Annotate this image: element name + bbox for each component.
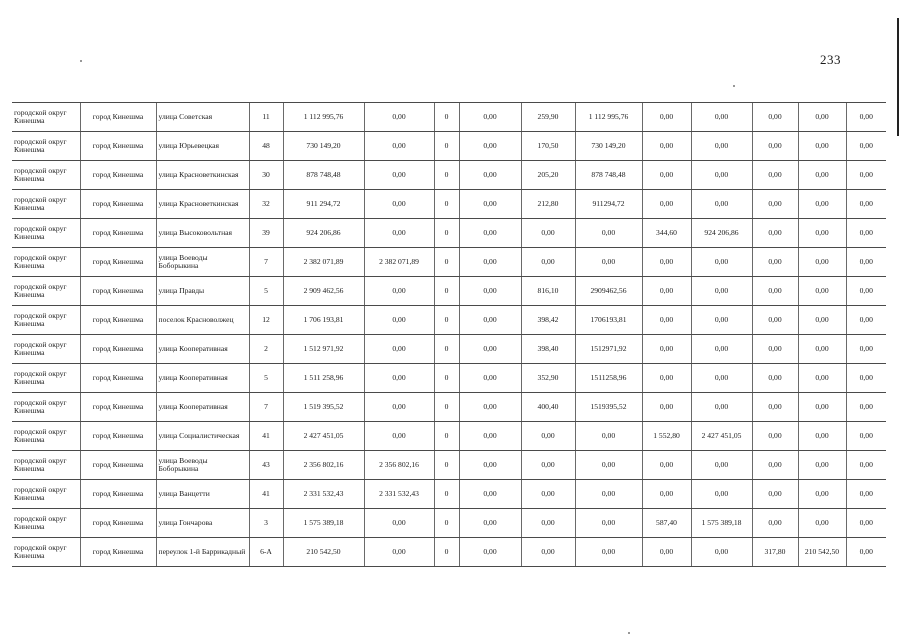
house-number-cell: 32: [249, 190, 283, 219]
value-cell-1: 0,00: [364, 132, 434, 161]
value-cell-8: 0,00: [752, 248, 798, 277]
total-cost-cell: 1 511 258,96: [283, 364, 364, 393]
street-cell: поселок Красноволжец: [156, 306, 249, 335]
value-cell-8: 317,80: [752, 538, 798, 567]
table-row: [12, 306, 886, 335]
value-cell-10: 0,00: [846, 538, 886, 567]
street-cell: улица Кооперативная: [156, 393, 249, 422]
value-cell-10: 0,00: [846, 422, 886, 451]
value-cell-10: 0,00: [846, 509, 886, 538]
table-row: [12, 480, 886, 509]
settlement-cell: город Кинешма: [80, 364, 156, 393]
house-number-cell: 30: [249, 161, 283, 190]
house-number-cell: 3: [249, 509, 283, 538]
value-cell-6: 0,00: [642, 364, 691, 393]
value-cell-4: 400,40: [521, 393, 575, 422]
value-cell-2: 0: [434, 277, 459, 306]
value-cell-3: 0,00: [459, 248, 521, 277]
value-cell-10: 0,00: [846, 335, 886, 364]
value-cell-1: 0,00: [364, 393, 434, 422]
value-cell-4: 398,42: [521, 306, 575, 335]
value-cell-4: 170,50: [521, 132, 575, 161]
house-number-cell: 41: [249, 422, 283, 451]
value-cell-8: 0,00: [752, 219, 798, 248]
house-number-cell: 41: [249, 480, 283, 509]
value-cell-2: 0: [434, 509, 459, 538]
value-cell-1: 2 382 071,89: [364, 248, 434, 277]
value-cell-5: 1 112 995,76: [575, 103, 642, 132]
municipality-cell: городской округ Кинешма: [12, 132, 80, 161]
value-cell-1: 0,00: [364, 161, 434, 190]
value-cell-2: 0: [434, 306, 459, 335]
value-cell-2: 0: [434, 451, 459, 480]
value-cell-6: 0,00: [642, 190, 691, 219]
value-cell-9: 0,00: [798, 219, 846, 248]
value-cell-3: 0,00: [459, 364, 521, 393]
table-row: [12, 364, 886, 393]
settlement-cell: город Кинешма: [80, 335, 156, 364]
municipality-cell: городской округ Кинешма: [12, 219, 80, 248]
value-cell-10: 0,00: [846, 103, 886, 132]
housing-repair-table: [12, 102, 886, 567]
house-number-cell: 5: [249, 364, 283, 393]
municipality-cell: городской округ Кинешма: [12, 335, 80, 364]
settlement-cell: город Кинешма: [80, 103, 156, 132]
value-cell-5: 1519395,52: [575, 393, 642, 422]
table-row: [12, 132, 886, 161]
value-cell-4: 398,40: [521, 335, 575, 364]
total-cost-cell: 210 542,50: [283, 538, 364, 567]
settlement-cell: город Кинешма: [80, 509, 156, 538]
value-cell-8: 0,00: [752, 451, 798, 480]
value-cell-10: 0,00: [846, 190, 886, 219]
settlement-cell: город Кинешма: [80, 219, 156, 248]
value-cell-3: 0,00: [459, 306, 521, 335]
total-cost-cell: 1 112 995,76: [283, 103, 364, 132]
value-cell-7: 0,00: [691, 451, 752, 480]
municipality-cell: городской округ Кинешма: [12, 161, 80, 190]
table-row: [12, 161, 886, 190]
municipality-cell: городской округ Кинешма: [12, 451, 80, 480]
street-cell: улица Кооперативная: [156, 364, 249, 393]
settlement-cell: город Кинешма: [80, 248, 156, 277]
municipality-cell: городской округ Кинешма: [12, 538, 80, 567]
street-cell: улица Красноветкинская: [156, 161, 249, 190]
value-cell-8: 0,00: [752, 103, 798, 132]
house-number-cell: 12: [249, 306, 283, 335]
total-cost-cell: 2 909 462,56: [283, 277, 364, 306]
total-cost-cell: 1 706 193,81: [283, 306, 364, 335]
value-cell-1: 0,00: [364, 190, 434, 219]
value-cell-7: 0,00: [691, 132, 752, 161]
settlement-cell: город Кинешма: [80, 306, 156, 335]
value-cell-4: 205,20: [521, 161, 575, 190]
value-cell-6: 0,00: [642, 393, 691, 422]
total-cost-cell: 2 356 802,16: [283, 451, 364, 480]
value-cell-5: 730 149,20: [575, 132, 642, 161]
value-cell-1: 0,00: [364, 277, 434, 306]
value-cell-6: 344,60: [642, 219, 691, 248]
total-cost-cell: 1 519 395,52: [283, 393, 364, 422]
total-cost-cell: 730 149,20: [283, 132, 364, 161]
total-cost-cell: 2 331 532,43: [283, 480, 364, 509]
value-cell-7: 0,00: [691, 364, 752, 393]
value-cell-3: 0,00: [459, 103, 521, 132]
value-cell-10: 0,00: [846, 161, 886, 190]
value-cell-2: 0: [434, 335, 459, 364]
municipality-cell: городской округ Кинешма: [12, 393, 80, 422]
value-cell-3: 0,00: [459, 393, 521, 422]
scan-speck: [733, 85, 735, 87]
scan-speck: [80, 60, 82, 62]
street-cell: улица Социалистическая: [156, 422, 249, 451]
table-row: [12, 451, 886, 480]
value-cell-1: 0,00: [364, 538, 434, 567]
value-cell-7: 0,00: [691, 306, 752, 335]
value-cell-10: 0,00: [846, 393, 886, 422]
value-cell-1: 2 331 532,43: [364, 480, 434, 509]
value-cell-7: 0,00: [691, 538, 752, 567]
value-cell-8: 0,00: [752, 306, 798, 335]
value-cell-3: 0,00: [459, 451, 521, 480]
municipality-cell: городской округ Кинешма: [12, 422, 80, 451]
table-row: [12, 422, 886, 451]
street-cell: улица Высоковольтная: [156, 219, 249, 248]
total-cost-cell: 878 748,48: [283, 161, 364, 190]
value-cell-6: 0,00: [642, 480, 691, 509]
value-cell-7: 924 206,86: [691, 219, 752, 248]
street-cell: улица Кооперативная: [156, 335, 249, 364]
value-cell-10: 0,00: [846, 132, 886, 161]
value-cell-2: 0: [434, 393, 459, 422]
value-cell-9: 0,00: [798, 393, 846, 422]
value-cell-9: 0,00: [798, 248, 846, 277]
value-cell-6: 0,00: [642, 161, 691, 190]
value-cell-7: 2 427 451,05: [691, 422, 752, 451]
house-number-cell: 2: [249, 335, 283, 364]
municipality-cell: городской округ Кинешма: [12, 277, 80, 306]
value-cell-3: 0,00: [459, 480, 521, 509]
settlement-cell: город Кинешма: [80, 132, 156, 161]
value-cell-4: 352,90: [521, 364, 575, 393]
value-cell-6: 587,40: [642, 509, 691, 538]
value-cell-8: 0,00: [752, 277, 798, 306]
value-cell-4: 0,00: [521, 422, 575, 451]
value-cell-3: 0,00: [459, 538, 521, 567]
house-number-cell: 7: [249, 248, 283, 277]
value-cell-6: 0,00: [642, 538, 691, 567]
municipality-cell: городской округ Кинешма: [12, 480, 80, 509]
value-cell-9: 0,00: [798, 335, 846, 364]
settlement-cell: город Кинешма: [80, 393, 156, 422]
value-cell-1: 2 356 802,16: [364, 451, 434, 480]
value-cell-5: 1706193,81: [575, 306, 642, 335]
value-cell-2: 0: [434, 190, 459, 219]
house-number-cell: 48: [249, 132, 283, 161]
street-cell: улица Красноветкинская: [156, 190, 249, 219]
value-cell-5: 0,00: [575, 509, 642, 538]
value-cell-1: 0,00: [364, 103, 434, 132]
value-cell-7: 0,00: [691, 248, 752, 277]
value-cell-2: 0: [434, 538, 459, 567]
municipality-cell: городской округ Кинешма: [12, 306, 80, 335]
value-cell-2: 0: [434, 161, 459, 190]
value-cell-9: 210 542,50: [798, 538, 846, 567]
total-cost-cell: 2 382 071,89: [283, 248, 364, 277]
value-cell-5: 0,00: [575, 219, 642, 248]
value-cell-9: 0,00: [798, 161, 846, 190]
table-row: [12, 335, 886, 364]
value-cell-8: 0,00: [752, 335, 798, 364]
total-cost-cell: 924 206,86: [283, 219, 364, 248]
table-body: [12, 103, 886, 567]
value-cell-9: 0,00: [798, 480, 846, 509]
table-row: [12, 393, 886, 422]
value-cell-8: 0,00: [752, 480, 798, 509]
value-cell-6: 0,00: [642, 132, 691, 161]
municipality-cell: городской округ Кинешма: [12, 509, 80, 538]
house-number-cell: 43: [249, 451, 283, 480]
value-cell-9: 0,00: [798, 277, 846, 306]
value-cell-7: 0,00: [691, 103, 752, 132]
value-cell-10: 0,00: [846, 219, 886, 248]
house-number-cell: 11: [249, 103, 283, 132]
value-cell-2: 0: [434, 248, 459, 277]
value-cell-6: 0,00: [642, 277, 691, 306]
value-cell-5: 1511258,96: [575, 364, 642, 393]
value-cell-2: 0: [434, 132, 459, 161]
street-cell: улица Правды: [156, 277, 249, 306]
table-row: [12, 219, 886, 248]
value-cell-9: 0,00: [798, 190, 846, 219]
street-cell: улица Юрьевецкая: [156, 132, 249, 161]
value-cell-3: 0,00: [459, 509, 521, 538]
value-cell-5: 878 748,48: [575, 161, 642, 190]
value-cell-4: 0,00: [521, 248, 575, 277]
value-cell-9: 0,00: [798, 422, 846, 451]
street-cell: улица Ванцетти: [156, 480, 249, 509]
value-cell-4: 259,90: [521, 103, 575, 132]
value-cell-3: 0,00: [459, 161, 521, 190]
value-cell-10: 0,00: [846, 480, 886, 509]
value-cell-9: 0,00: [798, 306, 846, 335]
value-cell-8: 0,00: [752, 509, 798, 538]
value-cell-7: 0,00: [691, 393, 752, 422]
table-row: [12, 538, 886, 567]
value-cell-9: 0,00: [798, 364, 846, 393]
value-cell-2: 0: [434, 422, 459, 451]
settlement-cell: город Кинешма: [80, 538, 156, 567]
value-cell-2: 0: [434, 103, 459, 132]
settlement-cell: город Кинешма: [80, 480, 156, 509]
street-cell: улица Воеводы Боборыкина: [156, 248, 249, 277]
value-cell-9: 0,00: [798, 451, 846, 480]
value-cell-2: 0: [434, 480, 459, 509]
value-cell-5: 0,00: [575, 451, 642, 480]
settlement-cell: город Кинешма: [80, 451, 156, 480]
value-cell-9: 0,00: [798, 103, 846, 132]
municipality-cell: городской округ Кинешма: [12, 103, 80, 132]
value-cell-3: 0,00: [459, 335, 521, 364]
value-cell-10: 0,00: [846, 364, 886, 393]
value-cell-6: 0,00: [642, 451, 691, 480]
table-row: [12, 248, 886, 277]
value-cell-1: 0,00: [364, 335, 434, 364]
value-cell-5: 0,00: [575, 538, 642, 567]
value-cell-7: 1 575 389,18: [691, 509, 752, 538]
value-cell-1: 0,00: [364, 509, 434, 538]
value-cell-4: 0,00: [521, 451, 575, 480]
value-cell-3: 0,00: [459, 132, 521, 161]
value-cell-4: 212,80: [521, 190, 575, 219]
settlement-cell: город Кинешма: [80, 277, 156, 306]
municipality-cell: городской округ Кинешма: [12, 364, 80, 393]
value-cell-7: 0,00: [691, 277, 752, 306]
value-cell-10: 0,00: [846, 306, 886, 335]
municipality-cell: городской округ Кинешма: [12, 248, 80, 277]
municipality-cell: городской округ Кинешма: [12, 190, 80, 219]
value-cell-4: 0,00: [521, 219, 575, 248]
value-cell-7: 0,00: [691, 190, 752, 219]
value-cell-5: 0,00: [575, 422, 642, 451]
table-row: [12, 190, 886, 219]
scan-edge-line: [897, 18, 899, 136]
value-cell-8: 0,00: [752, 161, 798, 190]
value-cell-5: 911294,72: [575, 190, 642, 219]
house-number-cell: 6-А: [249, 538, 283, 567]
street-cell: улица Советская: [156, 103, 249, 132]
street-cell: переулок 1-й Баррикадный: [156, 538, 249, 567]
value-cell-1: 0,00: [364, 364, 434, 393]
house-number-cell: 5: [249, 277, 283, 306]
value-cell-4: 0,00: [521, 509, 575, 538]
value-cell-3: 0,00: [459, 190, 521, 219]
total-cost-cell: 2 427 451,05: [283, 422, 364, 451]
value-cell-5: 1512971,92: [575, 335, 642, 364]
street-cell: улица Гончарова: [156, 509, 249, 538]
value-cell-8: 0,00: [752, 132, 798, 161]
value-cell-10: 0,00: [846, 451, 886, 480]
value-cell-6: 0,00: [642, 335, 691, 364]
value-cell-8: 0,00: [752, 364, 798, 393]
value-cell-1: 0,00: [364, 422, 434, 451]
value-cell-2: 0: [434, 219, 459, 248]
value-cell-6: 1 552,80: [642, 422, 691, 451]
value-cell-6: 0,00: [642, 248, 691, 277]
value-cell-10: 0,00: [846, 277, 886, 306]
value-cell-10: 0,00: [846, 248, 886, 277]
total-cost-cell: 1 575 389,18: [283, 509, 364, 538]
value-cell-4: 0,00: [521, 538, 575, 567]
value-cell-6: 0,00: [642, 103, 691, 132]
value-cell-8: 0,00: [752, 422, 798, 451]
settlement-cell: город Кинешма: [80, 161, 156, 190]
value-cell-7: 0,00: [691, 480, 752, 509]
value-cell-6: 0,00: [642, 306, 691, 335]
page-number: 233: [820, 52, 841, 67]
street-cell: улица Воеводы Боборыкина: [156, 451, 249, 480]
value-cell-7: 0,00: [691, 161, 752, 190]
value-cell-3: 0,00: [459, 277, 521, 306]
value-cell-5: 0,00: [575, 248, 642, 277]
total-cost-cell: 1 512 971,92: [283, 335, 364, 364]
value-cell-1: 0,00: [364, 306, 434, 335]
table-row: [12, 509, 886, 538]
value-cell-9: 0,00: [798, 132, 846, 161]
house-number-cell: 39: [249, 219, 283, 248]
value-cell-5: 2909462,56: [575, 277, 642, 306]
value-cell-4: 0,00: [521, 480, 575, 509]
value-cell-8: 0,00: [752, 393, 798, 422]
table-row: [12, 103, 886, 132]
value-cell-7: 0,00: [691, 335, 752, 364]
settlement-cell: город Кинешма: [80, 422, 156, 451]
settlement-cell: город Кинешма: [80, 190, 156, 219]
total-cost-cell: 911 294,72: [283, 190, 364, 219]
house-number-cell: 7: [249, 393, 283, 422]
value-cell-3: 0,00: [459, 219, 521, 248]
value-cell-9: 0,00: [798, 509, 846, 538]
value-cell-3: 0,00: [459, 422, 521, 451]
table-row: [12, 277, 886, 306]
value-cell-1: 0,00: [364, 219, 434, 248]
value-cell-4: 816,10: [521, 277, 575, 306]
value-cell-8: 0,00: [752, 190, 798, 219]
value-cell-5: 0,00: [575, 480, 642, 509]
value-cell-2: 0: [434, 364, 459, 393]
scan-speck: [628, 632, 630, 634]
